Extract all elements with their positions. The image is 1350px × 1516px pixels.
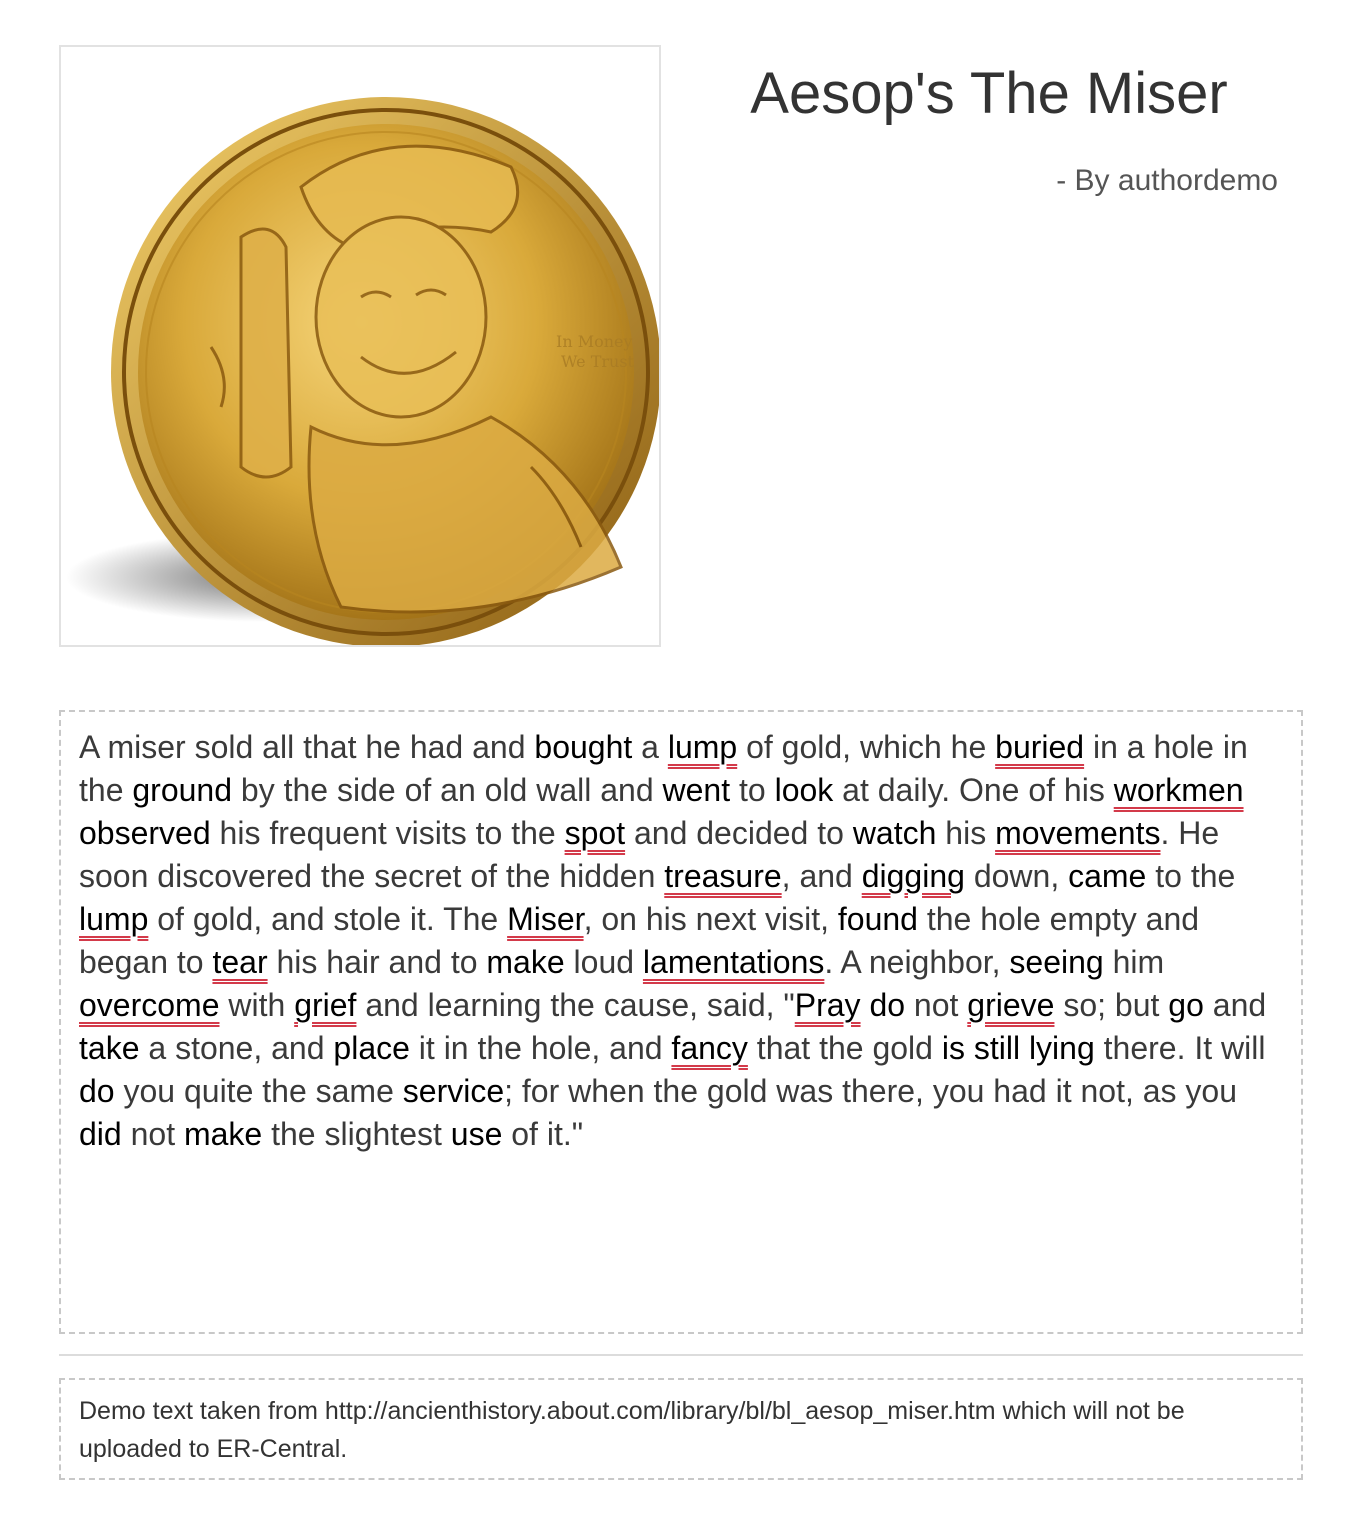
highlighted-word[interactable]: spot <box>564 815 626 851</box>
source-note-box <box>59 1378 1303 1480</box>
story-text-segment: at daily. One of his <box>833 772 1114 808</box>
highlighted-word[interactable]: lump <box>667 729 738 765</box>
story-text-segment: in a hole in the <box>79 729 1248 808</box>
story-text-segment: of gold, and stole it. The <box>148 901 508 937</box>
emphasized-word: service <box>402 1073 505 1109</box>
emphasized-word: found <box>837 901 918 937</box>
story-text-segment: to the <box>1146 858 1236 894</box>
cover-image <box>59 45 661 647</box>
highlighted-word[interactable]: digging <box>861 858 965 894</box>
story-text-segment: a <box>632 729 668 765</box>
story-text-segment: and <box>1203 987 1267 1023</box>
emphasized-word: came <box>1068 858 1147 894</box>
story-text-segment: and learning the cause, said, " <box>356 987 795 1023</box>
story-text-segment: it in the hole, and <box>409 1030 672 1066</box>
emphasized-word: place <box>333 1030 410 1066</box>
emphasized-word: bought <box>534 729 633 765</box>
highlighted-word[interactable]: Miser <box>507 901 584 937</box>
story-text-segment: you quite the same <box>114 1073 403 1109</box>
highlighted-word[interactable]: lamentations <box>642 944 825 980</box>
story-text-segment: down, <box>964 858 1069 894</box>
story-text-box[interactable] <box>59 710 1303 1334</box>
gold-coin-illustration <box>61 47 659 645</box>
section-divider <box>59 1354 1303 1356</box>
highlighted-word[interactable]: lump <box>79 901 149 937</box>
story-text-segment: a stone, and <box>139 1030 334 1066</box>
coin-inscription-line2: We Trust <box>561 352 634 371</box>
story-text-segment: . A neighbor, <box>824 944 1010 980</box>
highlighted-word[interactable]: treasure <box>664 858 782 894</box>
story-text-segment: to <box>730 772 775 808</box>
highlighted-word[interactable]: movements <box>995 815 1161 851</box>
story-text-segment: . He soon discovered the secret of the hidden <box>79 815 1220 894</box>
emphasized-word: make <box>183 1116 263 1152</box>
emphasized-word: do <box>869 987 906 1023</box>
page-title: Aesop's The Miser <box>750 61 1228 126</box>
highlighted-word[interactable]: fancy <box>671 1030 748 1066</box>
author-byline: - By authordemo <box>1056 164 1278 197</box>
emphasized-word: went <box>662 772 731 808</box>
story-text-segment: him <box>1103 944 1165 980</box>
emphasized-word: seeing <box>1009 944 1104 980</box>
story-text-segment: the hole empty and began to <box>79 901 1200 980</box>
highlighted-word[interactable]: buried <box>995 729 1085 765</box>
story-text-segment: not <box>121 1116 184 1152</box>
story-text-segment: A miser sold all that he had and <box>79 729 535 765</box>
story-text-segment: and decided to <box>625 815 853 851</box>
highlighted-word[interactable]: overcome <box>79 987 220 1023</box>
story-text-segment <box>965 1030 974 1066</box>
emphasized-word: look <box>774 772 834 808</box>
story-text-segment: ; for when the gold was there, you had it not, as you <box>504 1073 1238 1109</box>
story-text-segment: his hair and to <box>267 944 487 980</box>
highlighted-word[interactable]: Pray <box>794 987 861 1023</box>
highlighted-word[interactable]: grieve <box>967 987 1055 1023</box>
story-text-segment: by the side of an old wall and <box>232 772 663 808</box>
story-text-segment: his frequent visits to the <box>210 815 565 851</box>
story-text-segment: his <box>936 815 996 851</box>
story-text-segment: of it." <box>502 1116 584 1152</box>
highlighted-word[interactable]: workmen <box>1113 772 1244 808</box>
emphasized-word: did <box>79 1116 122 1152</box>
emphasized-word: observed <box>79 815 211 851</box>
emphasized-word: take <box>79 1030 140 1066</box>
story-text-segment: with <box>219 987 295 1023</box>
story-text-segment <box>1020 1030 1029 1066</box>
story-text-segment: , and <box>781 858 862 894</box>
highlighted-word[interactable]: tear <box>212 944 268 980</box>
emphasized-word: make <box>486 944 565 980</box>
story-text-segment: there. It will <box>1094 1030 1266 1066</box>
emphasized-word: do <box>79 1073 115 1109</box>
emphasized-word: is <box>941 1030 965 1066</box>
source-note: Demo text taken from http://ancienthistory.about.com/library/bl/bl_aesop_miser.htm which will not be uploaded to ER-Central. <box>79 1397 1185 1463</box>
emphasized-word: ground <box>132 772 233 808</box>
story-paragraph <box>79 726 1283 1156</box>
story-text-segment: loud <box>564 944 643 980</box>
story-text-segment: not <box>905 987 968 1023</box>
coin-inscription-line1: In Money <box>556 332 633 351</box>
emphasized-word: still <box>973 1030 1021 1066</box>
story-text-segment: so; but <box>1054 987 1169 1023</box>
emphasized-word: lying <box>1028 1030 1095 1066</box>
story-text-segment: , on his next visit, <box>583 901 838 937</box>
story-text-segment: that the gold <box>747 1030 942 1066</box>
story-text-segment: the slightest <box>262 1116 451 1152</box>
story-text-segment: of gold, which he <box>737 729 996 765</box>
emphasized-word: use <box>450 1116 503 1152</box>
emphasized-word: watch <box>852 815 937 851</box>
highlighted-word[interactable]: grief <box>294 987 357 1023</box>
emphasized-word: go <box>1168 987 1204 1023</box>
